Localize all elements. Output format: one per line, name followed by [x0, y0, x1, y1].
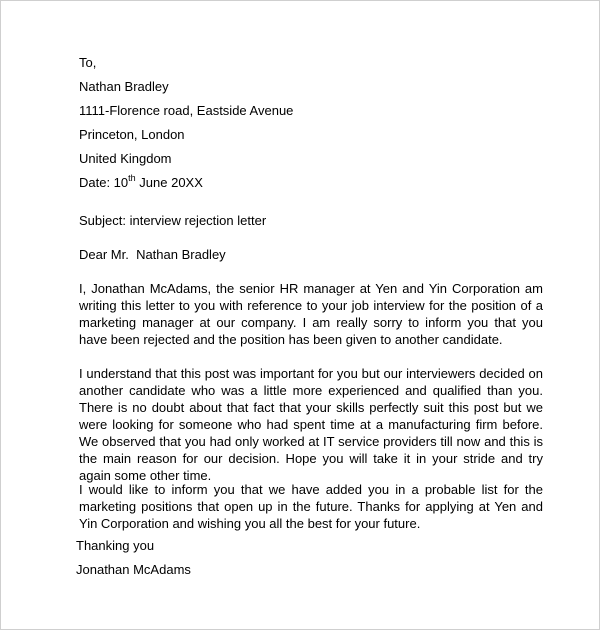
address-line-3: United Kingdom: [79, 151, 172, 166]
to-line: To,: [79, 55, 97, 70]
date-rest: June 20XX: [135, 175, 203, 190]
signature-name: Jonathan McAdams: [76, 562, 191, 577]
recipient-name: Nathan Bradley: [79, 79, 169, 94]
salutation: Dear Mr. Nathan Bradley: [79, 247, 226, 262]
address-line-2: Princeton, London: [79, 127, 185, 142]
date-prefix: Date: 10: [79, 175, 129, 190]
letter-page: [76, 54, 543, 577]
body-paragraph-2: I understand that this post was important for you but our interviewers decided on another candidate who was a little more experienced and qualified than you. There is no doubt about that fact that your skills perfectly suit this post but we were looking for someone who had spent time at a manufacturing firm before. We observed that you had only worked at IT service providers till now and this is the main reason for our decision. Hope you will take it in your stride and try again some other time.: [79, 366, 543, 483]
address-line-1: 1111-Florence road, Eastside Avenue: [79, 103, 294, 118]
subject-line: Subject: interview rejection letter: [79, 213, 267, 228]
body-paragraph-1: I, Jonathan McAdams, the senior HR manager at Yen and Yin Corporation am writing this letter to you with reference to your job interview for the position of a marketing manager at our company. I am really sorry to inform you that you have been rejected and the position has been given to another candidate.: [79, 281, 543, 347]
body-paragraph-3: I would like to inform you that we have added you in a probable list for the marketing positions that open up in the future. Thanks for applying at Yen and Yin Corporation and wishing you all the best for your future.: [79, 482, 543, 531]
date-line: [79, 174, 543, 198]
closing-line: Thanking you: [76, 538, 155, 553]
date-ordinal-suffix: th: [128, 172, 136, 183]
